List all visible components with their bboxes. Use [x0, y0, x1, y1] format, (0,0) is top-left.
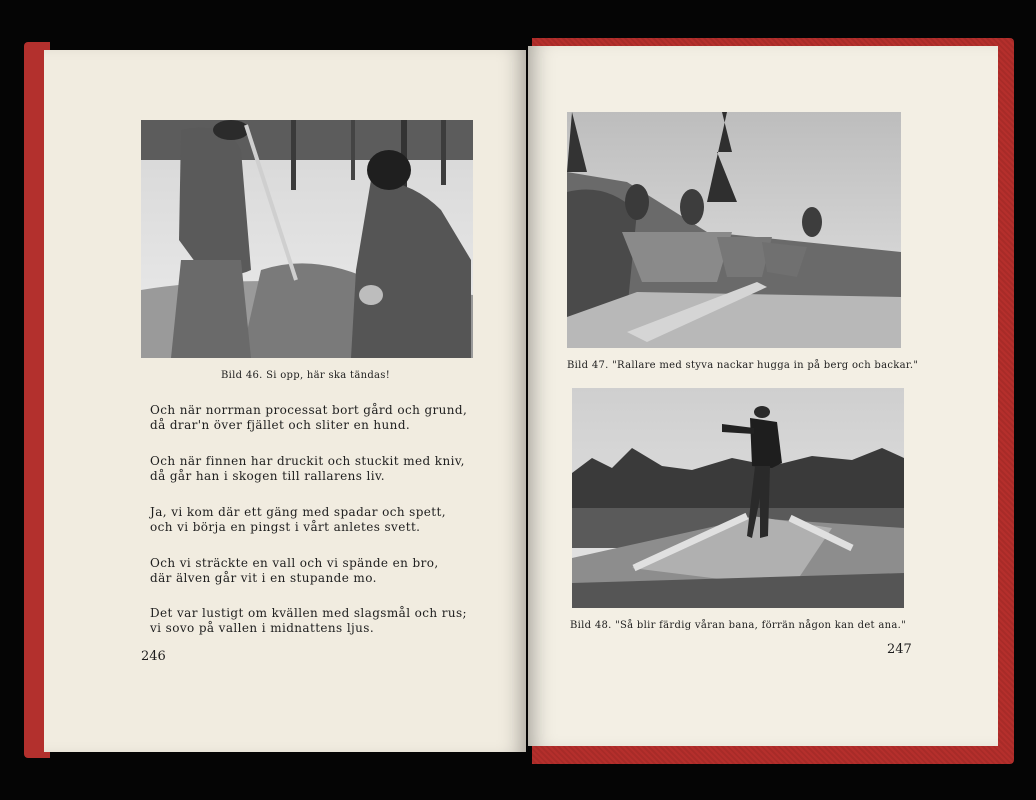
verse-line: och vi börja en pingst i vårt anletes svett. [150, 520, 421, 534]
verse [150, 403, 467, 433]
right-page [528, 46, 998, 746]
photo-men-drilling-rock-in-snow [141, 120, 473, 358]
verse-line: Och vi sträckte en vall och vi spände en bro, [150, 556, 439, 570]
left-page [44, 50, 526, 752]
figure-caption: Bild 48. "Så blir färdig våran bana, förrän någon kan det ana." [570, 620, 906, 631]
figure-caption: Bild 46. Si opp, här ska tändas! [221, 370, 391, 381]
verse-line: Och när finnen har druckit och stuckit med kniv, [150, 454, 465, 468]
verse [150, 505, 446, 535]
verse-line: då drar'n över fjället och sliter en hund. [150, 418, 411, 432]
verse-line: då går han i skogen till rallarens liv. [150, 469, 385, 483]
verse-line: Och när norrman processat bort gård och grund, [150, 403, 468, 417]
verse [150, 556, 439, 586]
verse-line: Ja, vi kom där ett gäng med spadar och spett, [150, 505, 446, 519]
verse [150, 606, 467, 636]
verse-line: vi sovo på vallen i midnattens ljus. [150, 621, 375, 635]
verse-line: Det var lustigt om kvällen med slagsmål och rus; [150, 606, 467, 620]
photo-workers-with-carts [567, 112, 901, 348]
page-number: 246 [141, 649, 166, 664]
verse-line: där älven går vit i en stupande mo. [150, 571, 377, 585]
photo-man-on-railway-bed [572, 388, 904, 608]
verse [150, 454, 465, 484]
figure-caption: Bild 47. "Rallare med styva nackar hugga in på berg och backar." [567, 360, 919, 371]
page-number: 247 [887, 642, 912, 657]
